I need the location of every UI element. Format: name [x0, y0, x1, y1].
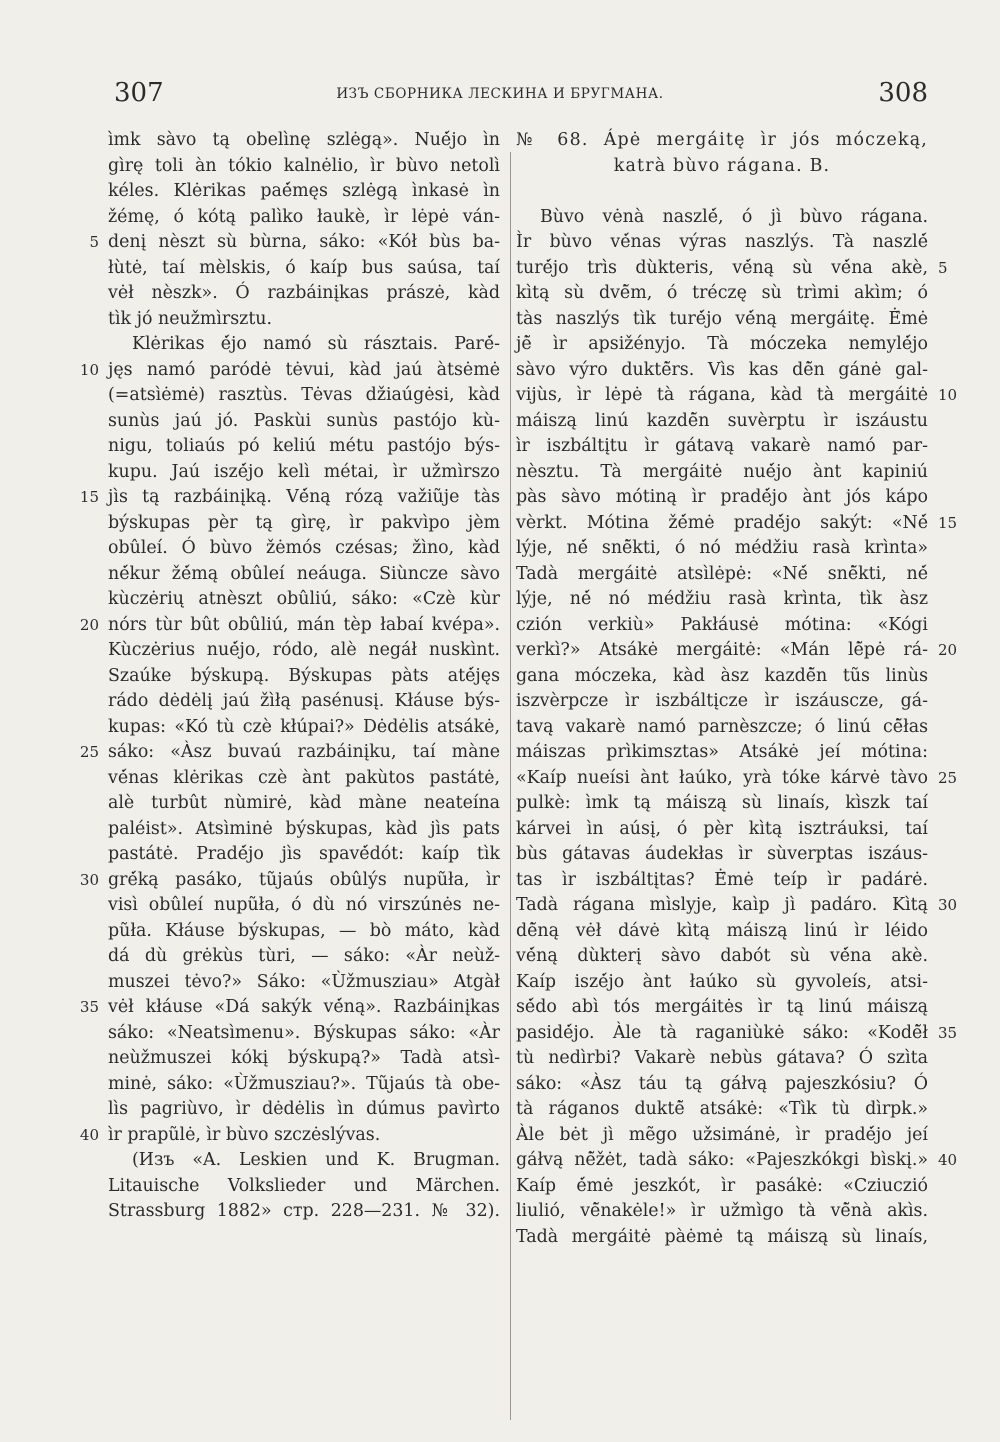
left-text-line: [108, 689, 500, 715]
line-number: 30: [79, 870, 99, 889]
line-text: Litauische Volkslieder und Märchen.: [108, 1175, 500, 1196]
right-text-line: [516, 944, 928, 970]
right-text-line: [516, 332, 928, 358]
line-text: tà ráganos duktė̃ atsákė: «Tìk tù dìrpk.»: [516, 1099, 928, 1119]
line-text: Kaíp iszė́jo ànt łaúko sù gyvoleís, atsi-: [516, 971, 928, 992]
line-text: ìmk sàvo tą obelìnę szlėgą». Nuė́jo ìn: [108, 130, 500, 150]
left-text-line: [79, 868, 500, 894]
left-text-line: [108, 205, 500, 231]
line-number: 30: [938, 896, 958, 914]
right-text-line: [516, 230, 928, 256]
left-text-line: [108, 383, 500, 409]
line-text: vijùs, ìr lėpė tà rágana, kàd tà mergáitė: [516, 385, 928, 405]
right-text-line: [516, 587, 928, 613]
line-text: «Kaíp nueísi ànt łaúko, yrà tóke kárvė tàvo: [516, 767, 928, 788]
page-number-left: 307: [114, 78, 164, 108]
line-text: máiszas prìkimsztas» Atsákė jeí mótina:: [516, 742, 928, 762]
left-text-line: [108, 587, 500, 613]
right-text-line: [516, 1046, 928, 1072]
left-column: [79, 128, 500, 1225]
line-number: 20: [79, 615, 99, 634]
right-text-line: [516, 664, 928, 690]
line-text: grė́ką pasáko, tũjaús obûlýs nupũła, ìr: [108, 869, 500, 890]
left-text-line: [108, 460, 500, 486]
line-text: katrà bùvo rágana. B.: [613, 155, 831, 176]
left-text-line: [108, 511, 500, 537]
right-text-line: [516, 919, 928, 945]
line-text: Kaíp ė́mė jeszkót, ìr pasákė: «Cziuczió: [516, 1175, 928, 1196]
right-column: [516, 128, 958, 1250]
line-text: czión verkiù» Pakłáusė mótina: «Kógi: [516, 614, 928, 635]
line-text: kupas: «Kó tù czè kłúpai?» Dėdėlis atsákė,: [108, 716, 500, 737]
left-text-line: [108, 1097, 500, 1123]
line-text: gáłvą nė̃žėt, tadà sáko: «Pajeszkókgi bìskį.»: [516, 1150, 928, 1170]
left-text-line: [108, 893, 500, 919]
line-text: kéles. Klėrikas paė́męs szlėgą ìnkasė ìn: [108, 181, 500, 201]
line-text: vėł kłáuse «Dá sakýk vė́ną». Razbáinįkas: [108, 997, 500, 1017]
line-text: lýje, nė́ snė̃kti, ó nó médžiu rasà krìnta»: [516, 538, 928, 558]
right-text-line: [516, 740, 928, 766]
line-text: łùtė, taí mèlskis, ó kaíp bus saúsa, taí: [108, 257, 500, 278]
line-text: kupu. Jaú iszė́jo kelì métai, ìr užmìrszo: [108, 461, 500, 482]
left-text-line: [108, 332, 500, 358]
right-text-line: [516, 995, 928, 1021]
right-text-line: [516, 383, 958, 409]
line-text: nórs tùr bût obûliú, mán tèp łabaí kvépa».: [108, 614, 500, 635]
left-text-line: [108, 638, 500, 664]
left-text-line: [79, 485, 500, 511]
line-text: Szaúke býskupą. Býskupas pàts atė́jęs: [108, 665, 500, 686]
left-text-line: [79, 358, 500, 384]
right-text-line: [516, 1225, 928, 1251]
line-text: lìs pagriùvo, ìr dėdėlis ìn dúmus pavìrto: [108, 1099, 500, 1119]
left-text-line: [108, 128, 500, 154]
line-text: nigu, toliaús pó keliú métu pastójo býs-: [108, 436, 500, 456]
line-number: 25: [938, 768, 958, 787]
line-text: bùs gátavas áudekłas ìr sùverptas iszáus-: [516, 844, 928, 864]
line-text: rádo dėdėlį jaú žìłą pasénusį. Kłáuse býs-: [108, 691, 500, 711]
right-text-line: [516, 791, 928, 817]
line-text: Bùvo vėnà naszlė́, ó jì bùvo rágana.: [540, 206, 928, 227]
left-text-line: [79, 613, 500, 639]
left-text-line: [108, 1174, 500, 1200]
right-text-line: [516, 868, 928, 894]
left-text-line: [89, 230, 500, 256]
line-text: Tadà mergáitė atsìlėpė: «Nė́ snė̃kti, nė́: [516, 563, 928, 584]
right-text-line: [516, 1123, 928, 1149]
line-text: pũła. Kłáuse býskupas, — bò máto, kàd: [108, 920, 500, 941]
left-text-line: [108, 1021, 500, 1047]
left-text-line: [108, 281, 500, 307]
right-text-line: [516, 409, 928, 435]
line-text: № 68. Ápė mergáitę ìr jós móczeką,: [516, 130, 928, 150]
line-text: býskupas pèr tą gìrę, ìr pakvìpo jèm: [108, 512, 500, 533]
line-text: (=atsìėmė) rasztùs. Tėvas džiaúgėsi, kàd: [108, 385, 500, 405]
left-text-line: [108, 409, 500, 435]
line-text: kárvei ìn aúsį, ó pèr kìtą isztráuksi, taí: [516, 818, 928, 839]
line-text: sàvo výro duktė̃rs. Vìs kas dė̃n gánė gal-: [516, 359, 928, 380]
right-text-line: [516, 638, 958, 664]
line-text: pulkè: ìmk tą máiszą sù linaís, kìszk taí: [516, 793, 928, 813]
right-text-line: [516, 154, 928, 180]
line-number: 5: [938, 258, 948, 277]
line-text: neùžmuszei kókį býskupą?» Tadà atsì-: [108, 1048, 500, 1068]
left-text-line: [108, 944, 500, 970]
right-text-line: [516, 485, 928, 511]
line-text: liulió, vė̃nakėle!» ìr užmìgo tà vė̃nà akìs.: [516, 1201, 928, 1221]
line-text: minė, sáko: «Ùžmusziau?». Tũjaús tà obe-: [108, 1073, 500, 1094]
right-text-line: [516, 536, 928, 562]
line-text: alè turbût nùmirė, kàd màne neateína: [108, 793, 500, 813]
line-text: tas ìr iszbáltįtas? Ė́mė teíp ìr padárė.: [516, 869, 928, 890]
line-number: 15: [938, 513, 958, 532]
page-header: [0, 78, 1000, 112]
line-text: tavą vakarè namó parnèszcze; ó linú cė̃łas: [516, 716, 928, 737]
left-text-line: [108, 536, 500, 562]
line-number: 40: [938, 1151, 958, 1169]
line-text: nė́kur žė́mą obûleí neáuga. Siùncze sàvo: [108, 563, 500, 584]
left-text-line: [108, 154, 500, 180]
left-text-line: [108, 1072, 500, 1098]
left-text-line: [108, 307, 500, 333]
line-text: verkì?» Atsákė mergáitė: «Mán lė̃pė rá-: [516, 640, 928, 660]
line-text: jęs namó paródė tėvui, kàd jaú àtsėmė: [108, 359, 500, 380]
left-text-line: [108, 766, 500, 792]
left-text-line: [108, 179, 500, 205]
right-text-line: [516, 613, 928, 639]
line-number: 25: [79, 743, 99, 761]
left-text-line: [108, 970, 500, 996]
line-text: nèsztu. Tà mergáitė nuė́jo ànt kapiniú: [516, 461, 928, 482]
line-text: muszei tėvo?» Sáko: «Ùžmusziau» Atgàł: [108, 971, 500, 992]
line-text: visì obûleí nupũła, ó dù nó virszúnės ne-: [108, 895, 500, 915]
right-text-line: [516, 1097, 928, 1123]
right-text-line: [516, 460, 928, 486]
line-text: sunùs jaú jó. Paskùi sunùs pastójo kù-: [108, 410, 500, 431]
right-text-line: [516, 511, 958, 537]
line-text: pàs sàvo mótiną ìr pradė́jo ànt jós kápo: [516, 487, 928, 507]
line-text: vèrkt. Mótina žė́mė pradė́jo sakýt: «Nė́: [516, 512, 928, 533]
line-number: 40: [79, 1125, 99, 1144]
line-text: gana móczeka, kàd àsz kazdė̃n tũs linùs: [516, 665, 928, 686]
right-text-line: [516, 358, 928, 384]
line-text: gìrę toli àn tókio kalnėlio, ìr bùvo netolì: [108, 155, 500, 176]
right-text-line: [516, 842, 928, 868]
column-divider: [510, 152, 511, 1420]
right-text-line: [516, 970, 928, 996]
right-text-line: [516, 1148, 958, 1174]
right-text-line: [516, 766, 958, 792]
right-text-line: [516, 1072, 928, 1098]
left-text-line: [108, 817, 500, 843]
right-text-line: [516, 562, 928, 588]
left-text-line: [108, 842, 500, 868]
right-text-line: [516, 179, 928, 205]
line-text: jìs tą razbáinįką. Vė́ną rózą važiũje tàs: [108, 487, 500, 507]
left-text-line: [79, 1123, 500, 1149]
running-title: ИЗЪ СБОРНИКА ЛЕСКИНА И БРУГМАНА.: [336, 86, 664, 102]
right-text-line: [516, 256, 948, 282]
line-text: kùczėrių atnèszt obûliú, sáko: «Czè kùr: [108, 589, 500, 609]
line-text: sė́do abì tós mergáitės ìr tą linú máiszą: [516, 997, 928, 1017]
line-text: Àle bėt jì mẽgo užsimánė, ìr pradė́jo jeí: [516, 1124, 928, 1145]
right-text-line: [516, 281, 928, 307]
line-text: ìr iszbáltįtu ìr gátavą vakarè namó par-: [516, 436, 928, 456]
line-text: vė́ną dùkterį sàvo dabót sù vė́na akè.: [516, 946, 928, 966]
line-text: obûleí. Ó bùvo žėmós czésas; žìno, kàd: [108, 538, 500, 558]
left-text-line: [108, 664, 500, 690]
left-text-line: [108, 1148, 500, 1174]
line-text: pasidė́jo. Àle tà raganiùkė sáko: «Kodė̃ł: [516, 1022, 928, 1043]
line-text: jė̃ ìr apsižényjo. Tà móczeka nemylė́jo: [516, 334, 928, 354]
right-text-line: [516, 817, 928, 843]
line-text: sáko: «Àsz buvaú razbáinįku, taí màne: [108, 742, 500, 762]
line-number: 35: [938, 1023, 958, 1042]
right-text-line: [516, 307, 928, 333]
left-text-line: [108, 1046, 500, 1072]
line-text: tàs naszlýs tìk turė́jo vė́ną mergáitę. Ė́mė: [516, 308, 928, 329]
right-text-line: [516, 1174, 928, 1200]
line-number: 5: [89, 233, 99, 251]
line-text: sáko: «Neatsìmenu». Býskupas sáko: «Àr: [108, 1022, 500, 1043]
line-text: ìr prapũlė, ìr bùvo szczėslývas.: [108, 1124, 381, 1145]
line-text: vė́nas klėrikas czè ànt pakùtos pastátė,: [108, 767, 500, 788]
line-text: iszvèrpcze ìr iszbáltįcze ìr iszáuscze, gá-: [516, 691, 928, 711]
right-text-line: [516, 893, 958, 919]
left-text-line: [108, 562, 500, 588]
line-text: Ìr bùvo vė́nas výras naszlýs. Tà naszlė́: [516, 232, 928, 252]
line-text: dá dù grėkùs tùri, — sáko: «Àr neùž-: [108, 946, 500, 966]
right-text-line: [516, 434, 928, 460]
left-text-line: [108, 791, 500, 817]
line-text: lýje, nė́ nó médžiu rasà krìnta, tìk àsz: [516, 589, 928, 609]
line-text: vėł nèszk». Ó razbáinįkas prászė, kàd: [108, 283, 500, 303]
line-text: (Изъ «A. Leskien und K. Brugman.: [132, 1150, 500, 1170]
line-text: tù nedìrbi? Vakarè nebùs gátava? Ó szìta: [516, 1048, 928, 1068]
left-text-line: [108, 919, 500, 945]
line-number: 35: [79, 998, 99, 1016]
left-text-line: [108, 715, 500, 741]
line-text: Klėrikas ė́jo namó sù rásztais. Parė́-: [132, 334, 500, 354]
right-text-line: [516, 715, 928, 741]
page-number-right: 308: [878, 78, 928, 108]
line-number: 10: [79, 360, 99, 379]
line-text: kìtą sù dvė̃m, ó tréczę sù trìmi akìm; ó: [516, 283, 928, 303]
line-text: sáko: «Àsz táu tą gáłvą pajeszkósiu? Ó: [516, 1073, 928, 1094]
line-number: 20: [938, 641, 958, 659]
line-text: turė́jo trìs dùkteris, vė́ną sù vė́na akè,: [516, 257, 928, 278]
left-text-line: [79, 995, 500, 1021]
left-text-line: [108, 256, 500, 282]
left-text-line: [108, 1199, 500, 1225]
line-text: máiszą linú kazdė̃n suvèrptu ìr iszáustu: [516, 410, 928, 431]
right-text-line: [516, 128, 928, 154]
left-text-line: [108, 434, 500, 460]
line-text: denį nèszt sù bùrna, sáko: «Kół bùs ba-: [108, 232, 500, 252]
right-text-line: [516, 1199, 928, 1225]
right-text-line: [516, 689, 928, 715]
line-text: paléist». Atsìminė býskupas, kàd jìs pats: [108, 818, 500, 839]
line-text: tìk jó neužmìrsztu.: [108, 308, 273, 329]
right-text-line: [516, 1021, 958, 1047]
line-text: žémę, ó kótą palìko łaukè, ìr lėpė ván-: [108, 206, 500, 227]
line-text: Tadà rágana mìslyje, kaìp jì padáro. Kìtą: [516, 895, 928, 915]
line-number: 10: [938, 386, 958, 404]
line-number: 15: [79, 488, 99, 506]
line-text: Strassburg 1882» стр. 228—231. № 32).: [108, 1201, 500, 1221]
line-text: pastátė. Pradė́jo jìs spavė́dót: kaíp tìk: [108, 844, 500, 864]
right-text-line: [516, 205, 928, 231]
line-text: dė̃ną vėł dávė kìtą máiszą linú ìr léido: [516, 920, 928, 941]
left-text-line: [79, 740, 500, 766]
line-text: Tadà mergáitė pàėmė tą máiszą sù linaís,: [516, 1226, 928, 1247]
line-text: Kùczėrius nuė́jo, ródo, alè negáł nuskìnt.: [108, 640, 500, 660]
